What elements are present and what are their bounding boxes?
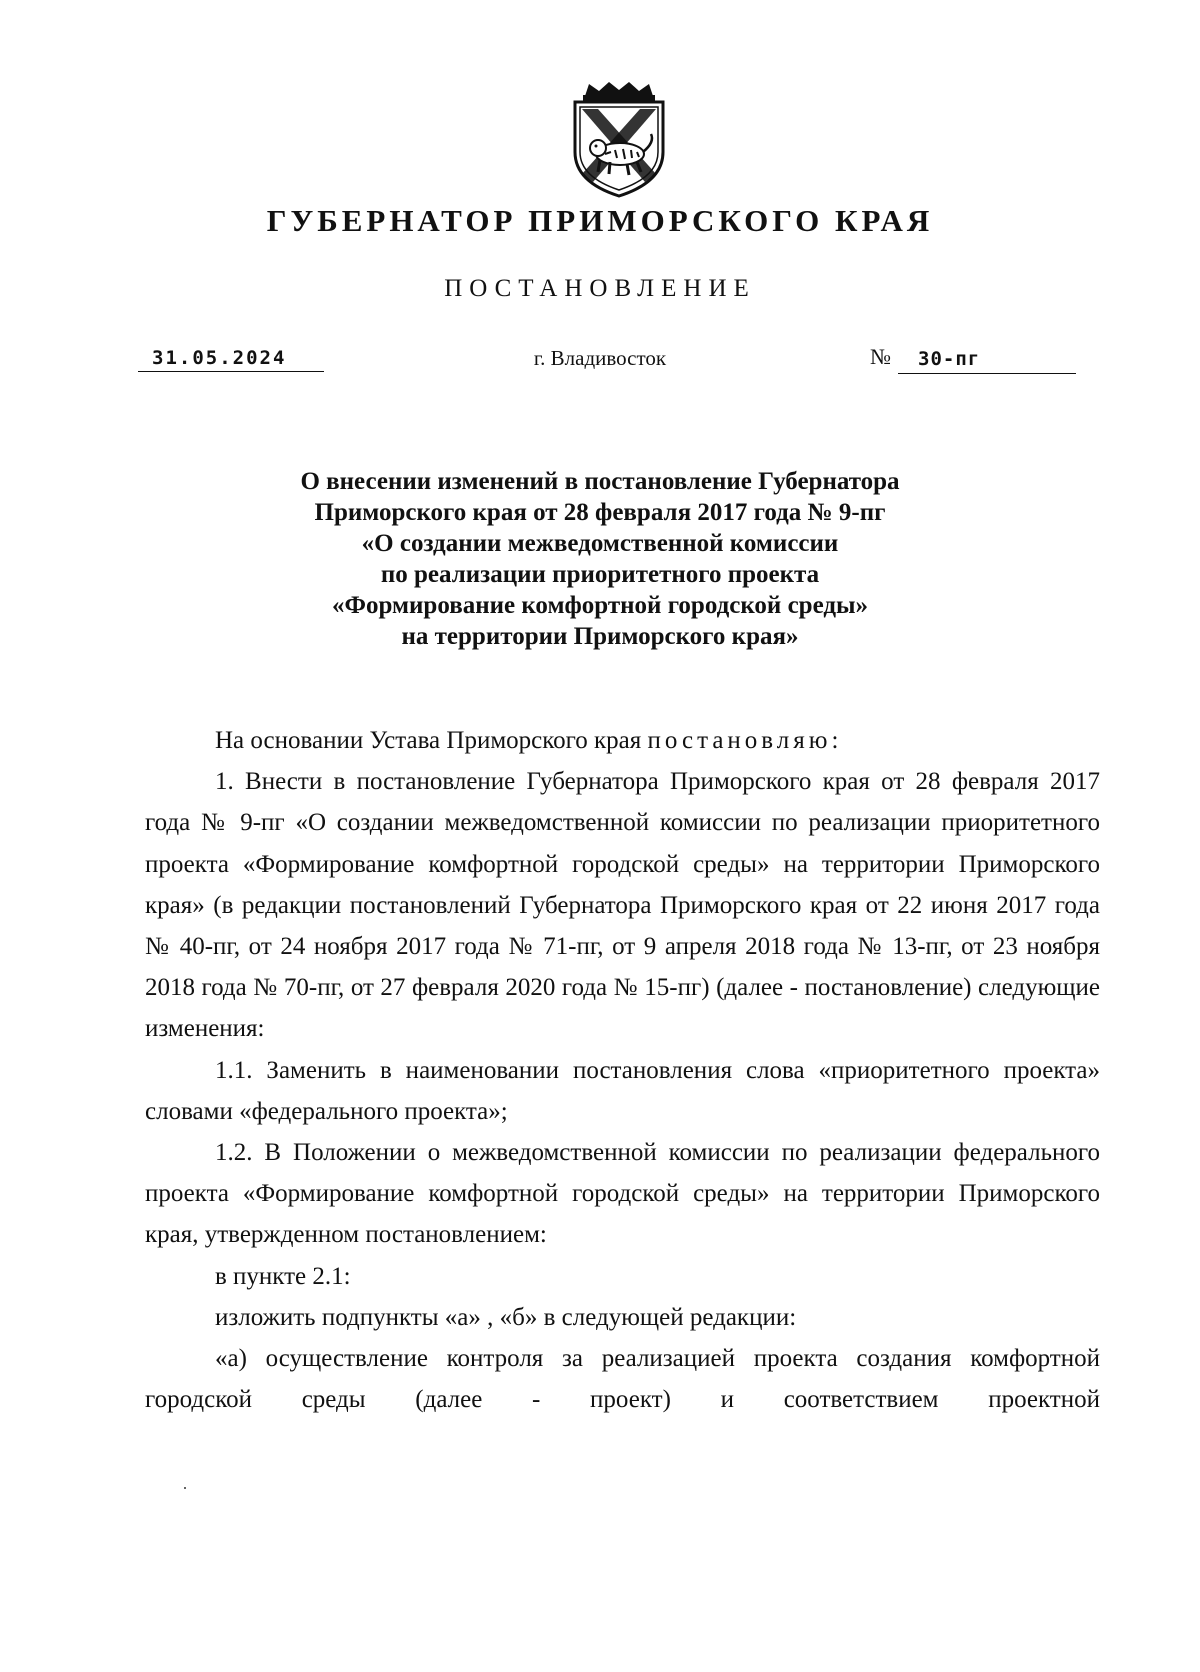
document-date: 31.05.2024 xyxy=(138,345,324,372)
title-line: О внесении изменений в постановление Губернатора xyxy=(300,468,900,495)
document-title xyxy=(150,466,1050,652)
document-meta-row xyxy=(0,345,1200,385)
coat-of-arms-icon xyxy=(565,82,673,198)
title-line: «Формирование комфортной городской среды» xyxy=(331,592,869,619)
title-line: Приморского края от 28 февраля 2017 года № 9-пг xyxy=(314,499,886,526)
title-line: «О создании межведомственной комиссии xyxy=(361,530,839,557)
intro-tail: : xyxy=(831,727,839,754)
document-number-label: № xyxy=(870,344,891,369)
paragraph-subpoint-a: «а) осуществление контроля за реализацией проекта создания комфортной городской среды (далее - проект) и соответствием проектной xyxy=(145,1345,1100,1414)
document-city: г. Владивосток xyxy=(533,346,667,370)
paragraph-1-1: 1.1. Заменить в наименовании постановления слова «приоритетного проекта» словами «федерального проекта»; xyxy=(145,1056,1100,1125)
intro-paragraph xyxy=(145,720,1100,761)
intro-spaced-word: постановляю xyxy=(647,727,832,754)
scan-speck xyxy=(184,1487,186,1489)
document-body xyxy=(145,720,1100,1420)
issuing-authority: ГУБЕРНАТОР ПРИМОРСКОГО КРАЯ xyxy=(266,203,934,238)
paragraph-point-2-1: в пункте 2.1: xyxy=(215,1262,351,1290)
paragraph-subpoints: изложить подпункты «а» , «б» в следующей редакции: xyxy=(215,1303,797,1331)
document-type: ПОСТАНОВЛЕНИЕ xyxy=(444,275,756,302)
intro-lead: На основании Устава Приморского края xyxy=(215,727,648,754)
title-line: по реализации приоритетного проекта xyxy=(380,561,820,588)
paragraph-1: 1. Внести в постановление Губернатора Приморского края от 28 февраля 2017 года № 9-пг «О создании межведомственной комиссии по реализации приоритетного проекта «Формирование комфортной городской среды» на территории Приморского края» (в редакции постановлений Губернатора Приморского края от 22 июня 2017 года № 40-пг, от 24 ноября 2017 года № 71-пг, от 9 апреля 2018 года № 13-пг, от 23 ноября 2018 года № 70-пг, от 27 февраля 2020 года № 15-пг) (далее - постановление) следующие изменения: xyxy=(145,768,1100,1043)
document-number: 30-пг xyxy=(898,345,1076,374)
title-line: на территории Приморского края» xyxy=(401,623,799,650)
paragraph-1-2: 1.2. В Положении о межведомственной комиссии по реализации федерального проекта «Формирование комфортной городской среды» на территории Приморского края, утвержденном постановлением: xyxy=(145,1139,1100,1249)
